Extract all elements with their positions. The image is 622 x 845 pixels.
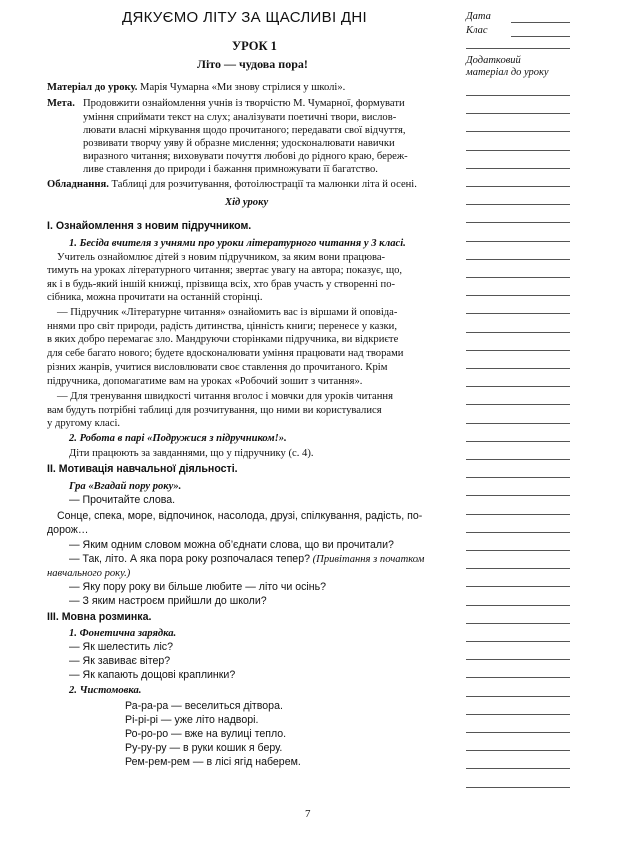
date-label: Дата — [466, 11, 491, 22]
dialogue-line: — Яким одним словом можна об’єднати слова, що ви прочитали? — [69, 539, 394, 551]
game-title: Гра «Вгадай пору року». — [69, 481, 182, 492]
class-line — [511, 36, 570, 37]
course-heading: Хід уроку — [225, 197, 269, 208]
note-line — [466, 568, 570, 569]
class-label: Клас — [466, 25, 488, 36]
paragraph-line: — Для тренування швидкості читання вголос і мовчки для уроків читання — [57, 391, 393, 402]
dialogue-line: — Прочитайте слова. — [69, 494, 176, 506]
note-line — [466, 714, 570, 715]
note-line — [466, 477, 570, 478]
note-line — [466, 495, 570, 496]
note-line — [466, 332, 570, 333]
note-line — [466, 277, 570, 278]
note-line — [466, 204, 570, 205]
note-line — [466, 677, 570, 678]
page-title: ДЯКУЄМО ЛІТУ ЗА ЩАСЛИВІ ДНІ — [122, 9, 367, 26]
note-line — [466, 404, 570, 405]
note-line — [466, 732, 570, 733]
section1-item2: 2. Робота в парі «Подружися з підручником!». — [69, 433, 287, 444]
goal-line: розвивати творчу уяву й образне мислення; удосконалювати навички — [83, 138, 395, 149]
note-line — [466, 186, 570, 187]
paragraph-line: тимуть на уроках літературного читання; звертає увагу на автора; показує, що, — [47, 265, 403, 276]
section3-item1: 1. Фонетична зарядка. — [69, 628, 177, 639]
dialogue-note: (Привітання з початком — [312, 554, 425, 565]
section3-item2: 2. Чистомовка. — [69, 685, 142, 696]
note-line — [466, 168, 570, 169]
note-line — [466, 550, 570, 551]
separator-line — [466, 48, 570, 49]
note-line — [466, 113, 570, 114]
dialogue-line: — З яким настроєм прийшли до школи? — [69, 595, 267, 607]
goal-line: Продовжити ознайомлення учнів із творчістю М. Чумарної, формувати — [83, 98, 405, 109]
equipment-line — [47, 178, 417, 191]
section1-item1: 1. Бесіда вчителя з учнями про уроки літературного читання у 3 класі. — [69, 238, 406, 249]
equipment-text: Таблиці для розчитування, фотоілюстрації та малюнки літа й осені. — [111, 179, 417, 190]
lesson-title: Літо — чудова пора! — [197, 57, 308, 71]
material-label: Матеріал до уроку. — [47, 82, 138, 93]
verse-line: Ро-ро-ро — вже на вулиці тепло. — [125, 728, 287, 740]
note-line — [466, 350, 570, 351]
dialogue-line: — Як завиває вітер? — [69, 655, 171, 667]
note-line — [466, 623, 570, 624]
words-line: дорож… — [47, 524, 89, 536]
paragraph-line: вам будуть потрібні таблиці для розчитування, що ними ви користувалися — [47, 405, 382, 416]
note-line — [466, 368, 570, 369]
paragraph-line: різних жанрів, учитися висловлювати своє ставлення до прочитаного. Крім — [47, 362, 388, 373]
verse-line: Рем-рем-рем — в лісі ягід наберем. — [125, 756, 301, 768]
material-text: Марія Чумарна «Ми знову стрілися у школі». — [140, 82, 346, 93]
extra-material-label: матеріал до уроку — [466, 67, 549, 78]
words-line: Сонце, спека, море, відпочинок, насолода, друзі, спілкування, радість, по- — [57, 510, 423, 522]
note-line — [466, 514, 570, 515]
note-line — [466, 386, 570, 387]
lesson-number: УРОК 1 — [232, 39, 277, 53]
goal-line: виразного читання; виховувати почуття любові до рідного краю, береж- — [83, 151, 408, 162]
paragraph-line: Учитель ознайомлює дітей з новим підручником, за яким вони працюва- — [57, 252, 386, 263]
paragraph-line: ннями про світ природи, радість дитинства, цінність книги; перенесе у казки, — [47, 321, 397, 332]
section2-heading: ІІ. Мотивація навчальної діяльності. — [47, 463, 238, 475]
paragraph-line: у другому класі. — [47, 418, 121, 429]
note-line — [466, 696, 570, 697]
section1-item2-text: Діти працюють за завданнями, що у підручнику (с. 4). — [69, 448, 314, 459]
dialogue-line — [69, 553, 424, 566]
verse-line: Ра-ра-ра — веселиться дітвора. — [125, 700, 283, 712]
note-line — [466, 131, 570, 132]
extra-material-label: Додатковий — [466, 55, 521, 66]
dialogue-text: — Так, літо. А яка пора року розпочалася тепер? — [69, 553, 310, 565]
note-line — [466, 641, 570, 642]
note-line — [466, 532, 570, 533]
dialogue-note: навчального року.) — [47, 568, 131, 579]
paragraph-line: для себе багато нового; будете вдосконалювати уміння працювати над творами — [47, 348, 404, 359]
goal-line: лювати власні міркування щодо прочитаного; передавати свої відчуття, — [83, 125, 406, 136]
note-line — [466, 586, 570, 587]
note-line — [466, 459, 570, 460]
paragraph-line: підручника, допомагатиме вам на уроках «Робочий зошит з читання». — [47, 376, 363, 387]
note-line — [466, 659, 570, 660]
note-line — [466, 95, 570, 96]
note-line — [466, 313, 570, 314]
paragraph-line: сібника, можна прочитати на останній сторінці. — [47, 292, 263, 303]
page-number: 7 — [305, 808, 311, 820]
dialogue-line: — Як шелестить ліс? — [69, 641, 173, 653]
paragraph-line: — Підручник «Літературне читання» ознайомить вас із віршами й оповіда- — [57, 307, 398, 318]
verse-line: Ру-ру-ру — в руки кошик я беру. — [125, 742, 283, 754]
note-line — [466, 441, 570, 442]
note-line — [466, 423, 570, 424]
goal-line: ливе ставлення до природи і бажання примножувати її багатство. — [83, 164, 378, 175]
dialogue-line: — Як капають дощові краплинки? — [69, 669, 236, 681]
note-line — [466, 605, 570, 606]
material-line — [47, 81, 345, 94]
section1-heading: І. Ознайомлення з новим підручником. — [47, 220, 252, 232]
paragraph-line: як і в будь-який іншій книжці, прізвища всіх, хто брав участь у створенні по- — [47, 279, 396, 290]
note-line — [466, 241, 570, 242]
note-line — [466, 259, 570, 260]
note-line — [466, 150, 570, 151]
verse-line: Рі-рі-рі — уже літо надворі. — [125, 714, 259, 726]
note-line — [466, 295, 570, 296]
date-line — [511, 22, 570, 23]
equipment-label: Обладнання. — [47, 179, 109, 190]
note-line — [466, 787, 570, 788]
note-line — [466, 222, 570, 223]
goal-line: уміння сприймати текст на слух; аналізувати поетичні твори, вислов- — [83, 112, 397, 123]
paragraph-line: в яких добро перемагає зло. Мандруючи сторінками підручника, ви відкриєте — [47, 334, 399, 345]
dialogue-line: — Яку пору року ви більше любите — літо чи осінь? — [69, 581, 327, 593]
note-line — [466, 768, 570, 769]
goal-label: Мета. — [47, 98, 75, 109]
note-line — [466, 750, 570, 751]
section3-heading: ІІІ. Мовна розминка. — [47, 611, 152, 623]
